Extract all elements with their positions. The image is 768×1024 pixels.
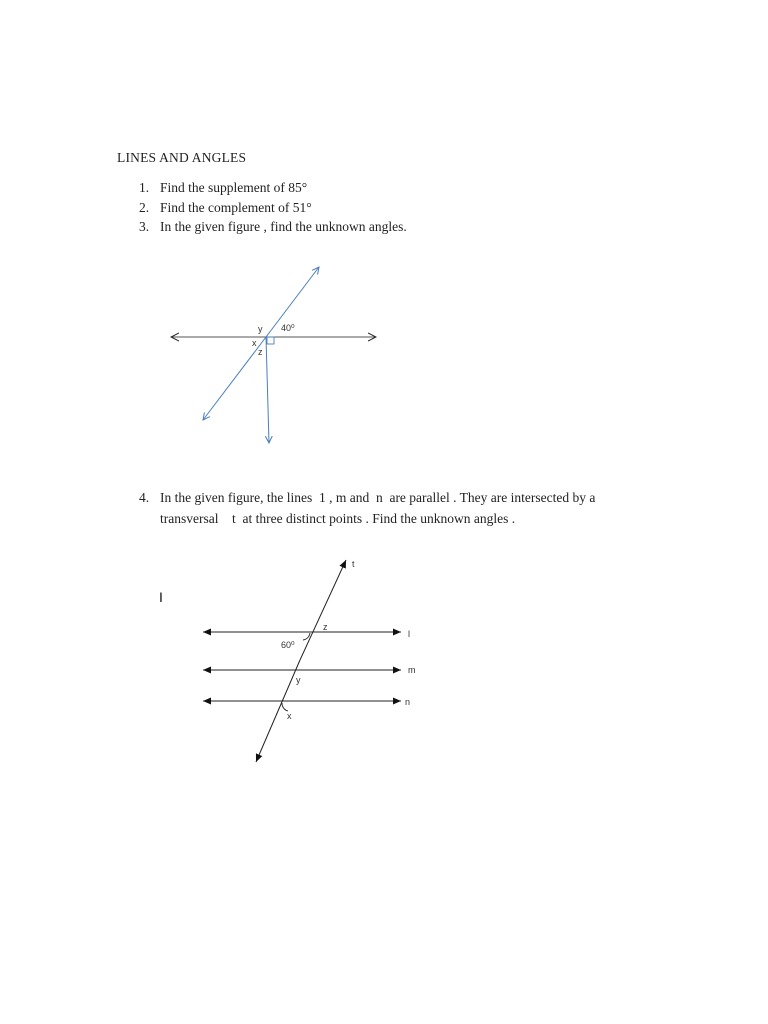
fig2-angle-arc-x [282, 703, 288, 711]
question-3-number: 3. [139, 219, 150, 234]
stray-mark: I [159, 589, 163, 605]
page-title: LINES AND ANGLES [117, 150, 247, 165]
fig2-label-60: 60⁰ [281, 640, 295, 650]
fig2-transversal-down [256, 660, 300, 762]
fig1-label-y: y [258, 324, 263, 334]
question-4-text-line2: transversal t at three distinct points . Find the unknown angles . [160, 511, 516, 526]
fig2-transversal-up [300, 560, 346, 660]
fig2-label-x: x [287, 711, 292, 721]
fig2-label-t: t [352, 559, 355, 569]
question-1-text: Find the supplement of 85° [160, 180, 308, 195]
fig2-label-y: y [296, 675, 301, 685]
question-2-number: 2. [139, 200, 150, 215]
question-2-text: Find the complement of 51° [160, 200, 312, 215]
fig2-label-l: l [408, 629, 410, 639]
fig2-label-z: z [323, 622, 328, 632]
question-1-number: 1. [139, 180, 150, 195]
question-4-number: 4. [139, 490, 150, 505]
fig1-label-x: x [252, 338, 257, 348]
fig2-label-m: m [408, 665, 416, 675]
fig1-label-z: z [258, 347, 263, 357]
fig2-label-n: n [405, 697, 411, 707]
question-3-text: In the given figure , find the unknown angles. [160, 219, 407, 234]
fig2-angle-arc-60 [303, 633, 310, 640]
fig1-label-40: 40⁰ [281, 323, 295, 333]
question-4-text-line1: In the given figure, the lines 1 , m and n are parallel . They are intersected by a [160, 490, 596, 505]
